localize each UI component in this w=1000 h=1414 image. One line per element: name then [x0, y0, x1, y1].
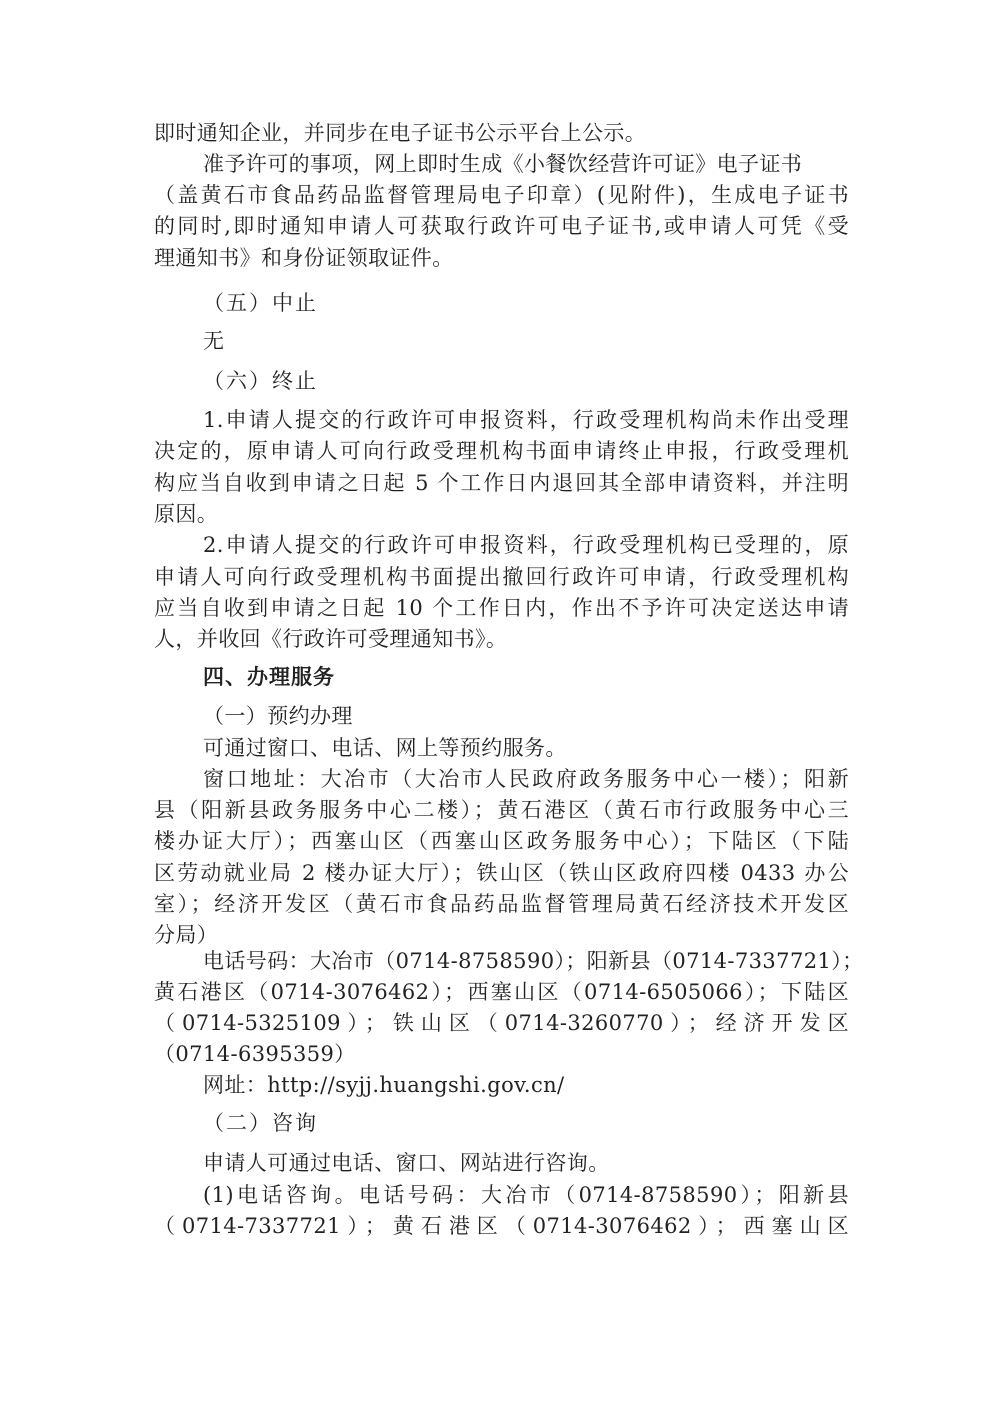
- text-line: 决定的，原申请人可向行政受理机构书面申请终止申报，行政受理机: [154, 439, 849, 463]
- text-line: （0714-6395359）: [154, 1042, 356, 1066]
- subsection-heading: （二）咨询: [203, 1111, 318, 1135]
- text-line: 可通过窗口、电话、网上等预约服务。: [203, 736, 567, 760]
- subsection-heading: （六）终止: [203, 369, 318, 393]
- website-url[interactable]: 网址：http://syjj.huangshi.gov.cn/: [203, 1073, 565, 1097]
- subsection-heading: （五）中止: [203, 291, 318, 315]
- text-line: （0714-5325109）；铁山区（0714-3260770）；经济开发区: [154, 1011, 849, 1035]
- text-line: 2.申请人提交的行政许可申报资料，行政受理机构已受理的，原: [203, 533, 849, 557]
- text-line: 即时通知企业，并同步在电子证书公示平台上公示。: [154, 121, 647, 145]
- text-line: 构应当自收到申请之日起 5 个工作日内退回其全部申请资料，并注明: [154, 471, 849, 495]
- text-line: 县（阳新县政务服务中心二楼）；黄石港区（黄石市行政服务中心三: [154, 798, 849, 822]
- text-line: 人，并收回《行政许可受理通知书》。: [154, 627, 508, 651]
- subsection-heading: （一）预约办理: [203, 704, 353, 728]
- text-line: 无: [203, 329, 225, 353]
- text-line: 楼办证大厅）；西塞山区（西塞山区政务服务中心）；下陆区（下陆: [154, 829, 849, 853]
- text-line: 理通知书》和身份证领取证件。: [154, 246, 454, 270]
- text-line: 应当自收到申请之日起 10 个工作日内，作出不予许可决定送达申请: [154, 596, 849, 620]
- text-line: 1.申请人提交的行政许可申报资料，行政受理机构尚未作出受理: [203, 408, 849, 432]
- text-line: 区劳动就业局 2 楼办证大厅）；铁山区（铁山区政府四楼 0433 办公: [154, 861, 849, 885]
- text-line: 分局）: [154, 923, 219, 947]
- text-line: 申请人可向行政受理机构书面提出撤回行政许可申请，行政受理机构: [154, 565, 849, 589]
- text-line: 原因。: [154, 502, 219, 526]
- text-line: 窗口地址：大冶市（大冶市人民政府政务服务中心一楼）；阳新: [203, 767, 849, 791]
- text-line: 准予许可的事项，网上即时生成《小餐饮经营许可证》电子证书: [203, 152, 803, 176]
- text-line: 黄石港区（0714-3076462）；西塞山区（0714-6505066）；下陆区: [154, 980, 849, 1004]
- text-line: 电话号码：大冶市（0714-8758590）；阳新县（0714-7337721）；: [203, 949, 864, 973]
- text-line: 的同时,即时通知申请人可获取行政许可电子证书,或申请人可凭《受: [154, 214, 849, 238]
- text-line: （盖黄石市食品药品监督管理局电子印章）(见附件)，生成电子证书: [154, 183, 849, 207]
- text-line: (1)电话咨询。电话号码：大冶市（0714-8758590）；阳新县: [203, 1183, 849, 1207]
- text-line: 申请人可通过电话、窗口、网站进行咨询。: [203, 1151, 610, 1175]
- section-heading: 四、办理服务: [203, 665, 335, 689]
- text-line: 室）；经济开发区（黄石市食品药品监督管理局黄石经济技术开发区: [154, 892, 849, 916]
- text-line: （0714-7337721）；黄石港区（0714-3076462）；西塞山区: [154, 1214, 849, 1238]
